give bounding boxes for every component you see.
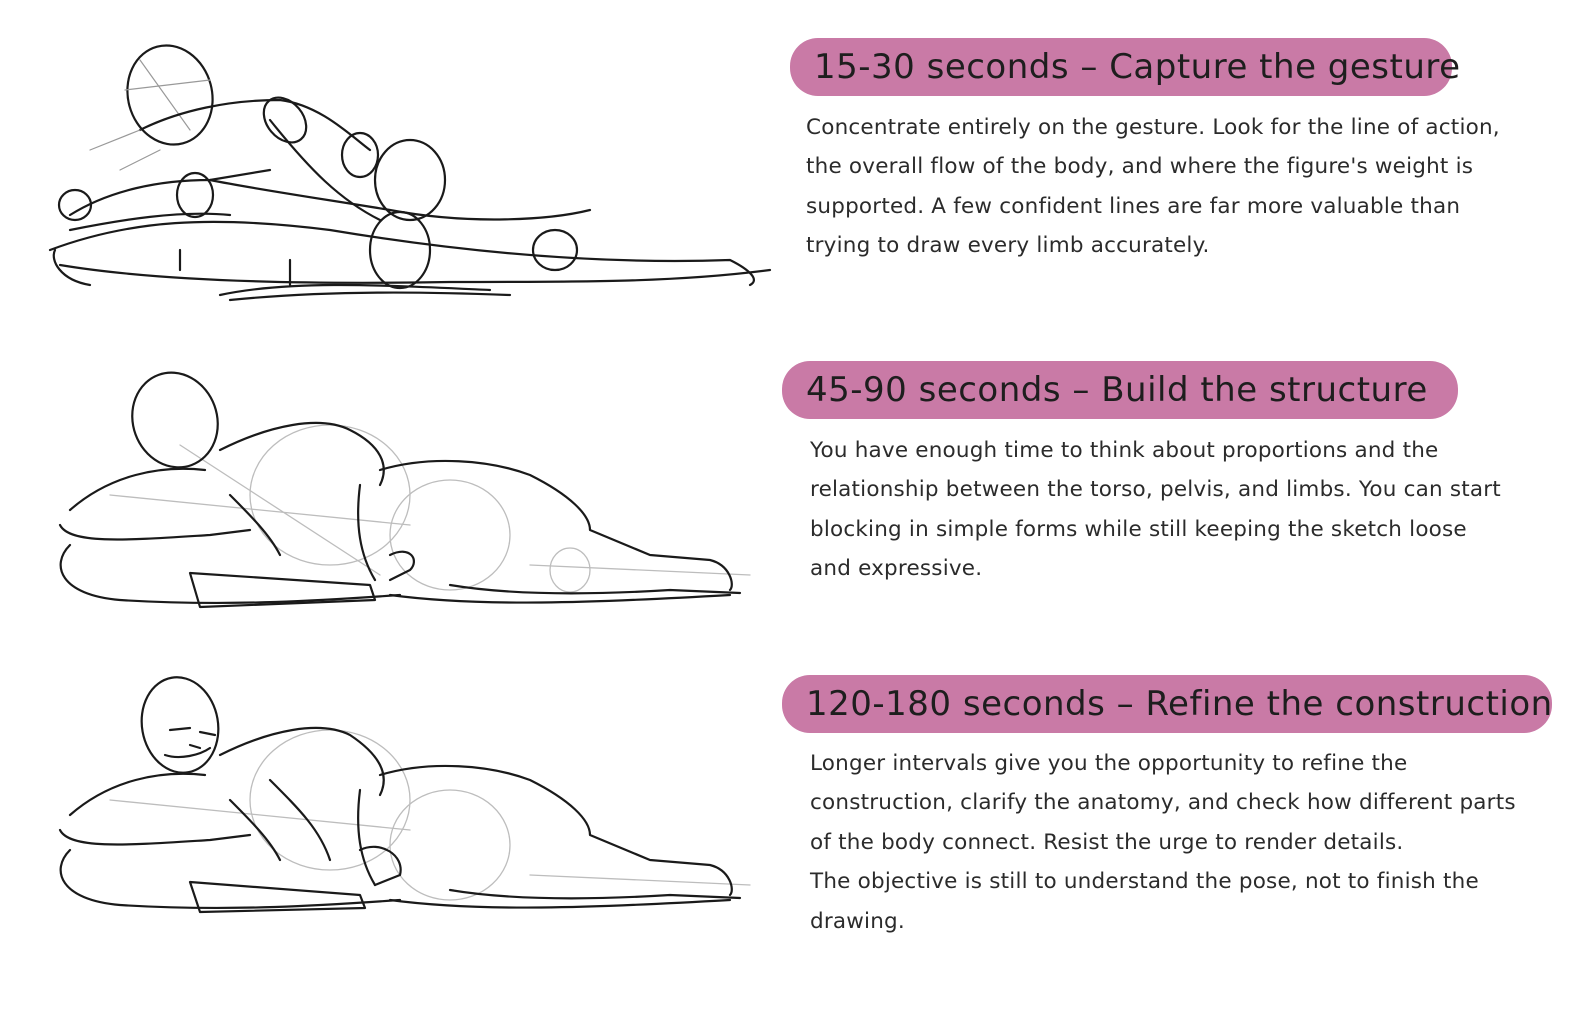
description-line: blocking in simple forms while still keeping the sketch loose	[810, 516, 1467, 542]
section-description	[810, 431, 1501, 589]
description-line: the overall flow of the body, and where the figure's weight is	[806, 154, 1474, 180]
description-line: relationship between the torso, pelvis, and limbs. You can start	[810, 477, 1501, 503]
description-line: Longer intervals give you the opportunity to refine the	[810, 751, 1408, 776]
description-line: trying to draw every limb accurately.	[806, 233, 1210, 259]
description-line: supported. A few confident lines are far more valuable than	[806, 193, 1461, 219]
section-title	[782, 675, 1552, 733]
description-line: Concentrate entirely on the gesture. Look for the line of action,	[806, 115, 1500, 140]
refine-sketch-image	[30, 660, 790, 960]
section-title-text: 15-30 seconds – Capture the gesture	[814, 47, 1461, 87]
section-title-text: 120-180 seconds – Refine the construction	[806, 684, 1553, 724]
description-line: The objective is still to understand the pose, not to finish the	[810, 869, 1479, 895]
description-line: of the body connect. Resist the urge to render details.	[810, 829, 1404, 855]
section-title-text: 45-90 seconds – Build the structure	[806, 370, 1428, 410]
section-title	[790, 38, 1461, 96]
description-line: drawing.	[810, 908, 905, 934]
description-line: You have enough time to think about proportions and the	[810, 438, 1439, 463]
gesture-sketch-image	[30, 20, 790, 320]
structure-sketch-image	[30, 345, 790, 645]
description-line: construction, clarify the anatomy, and check how different parts	[810, 790, 1516, 816]
section-description	[806, 108, 1500, 266]
section-title	[782, 361, 1458, 419]
description-line: and expressive.	[810, 556, 983, 582]
section-description	[810, 744, 1516, 941]
